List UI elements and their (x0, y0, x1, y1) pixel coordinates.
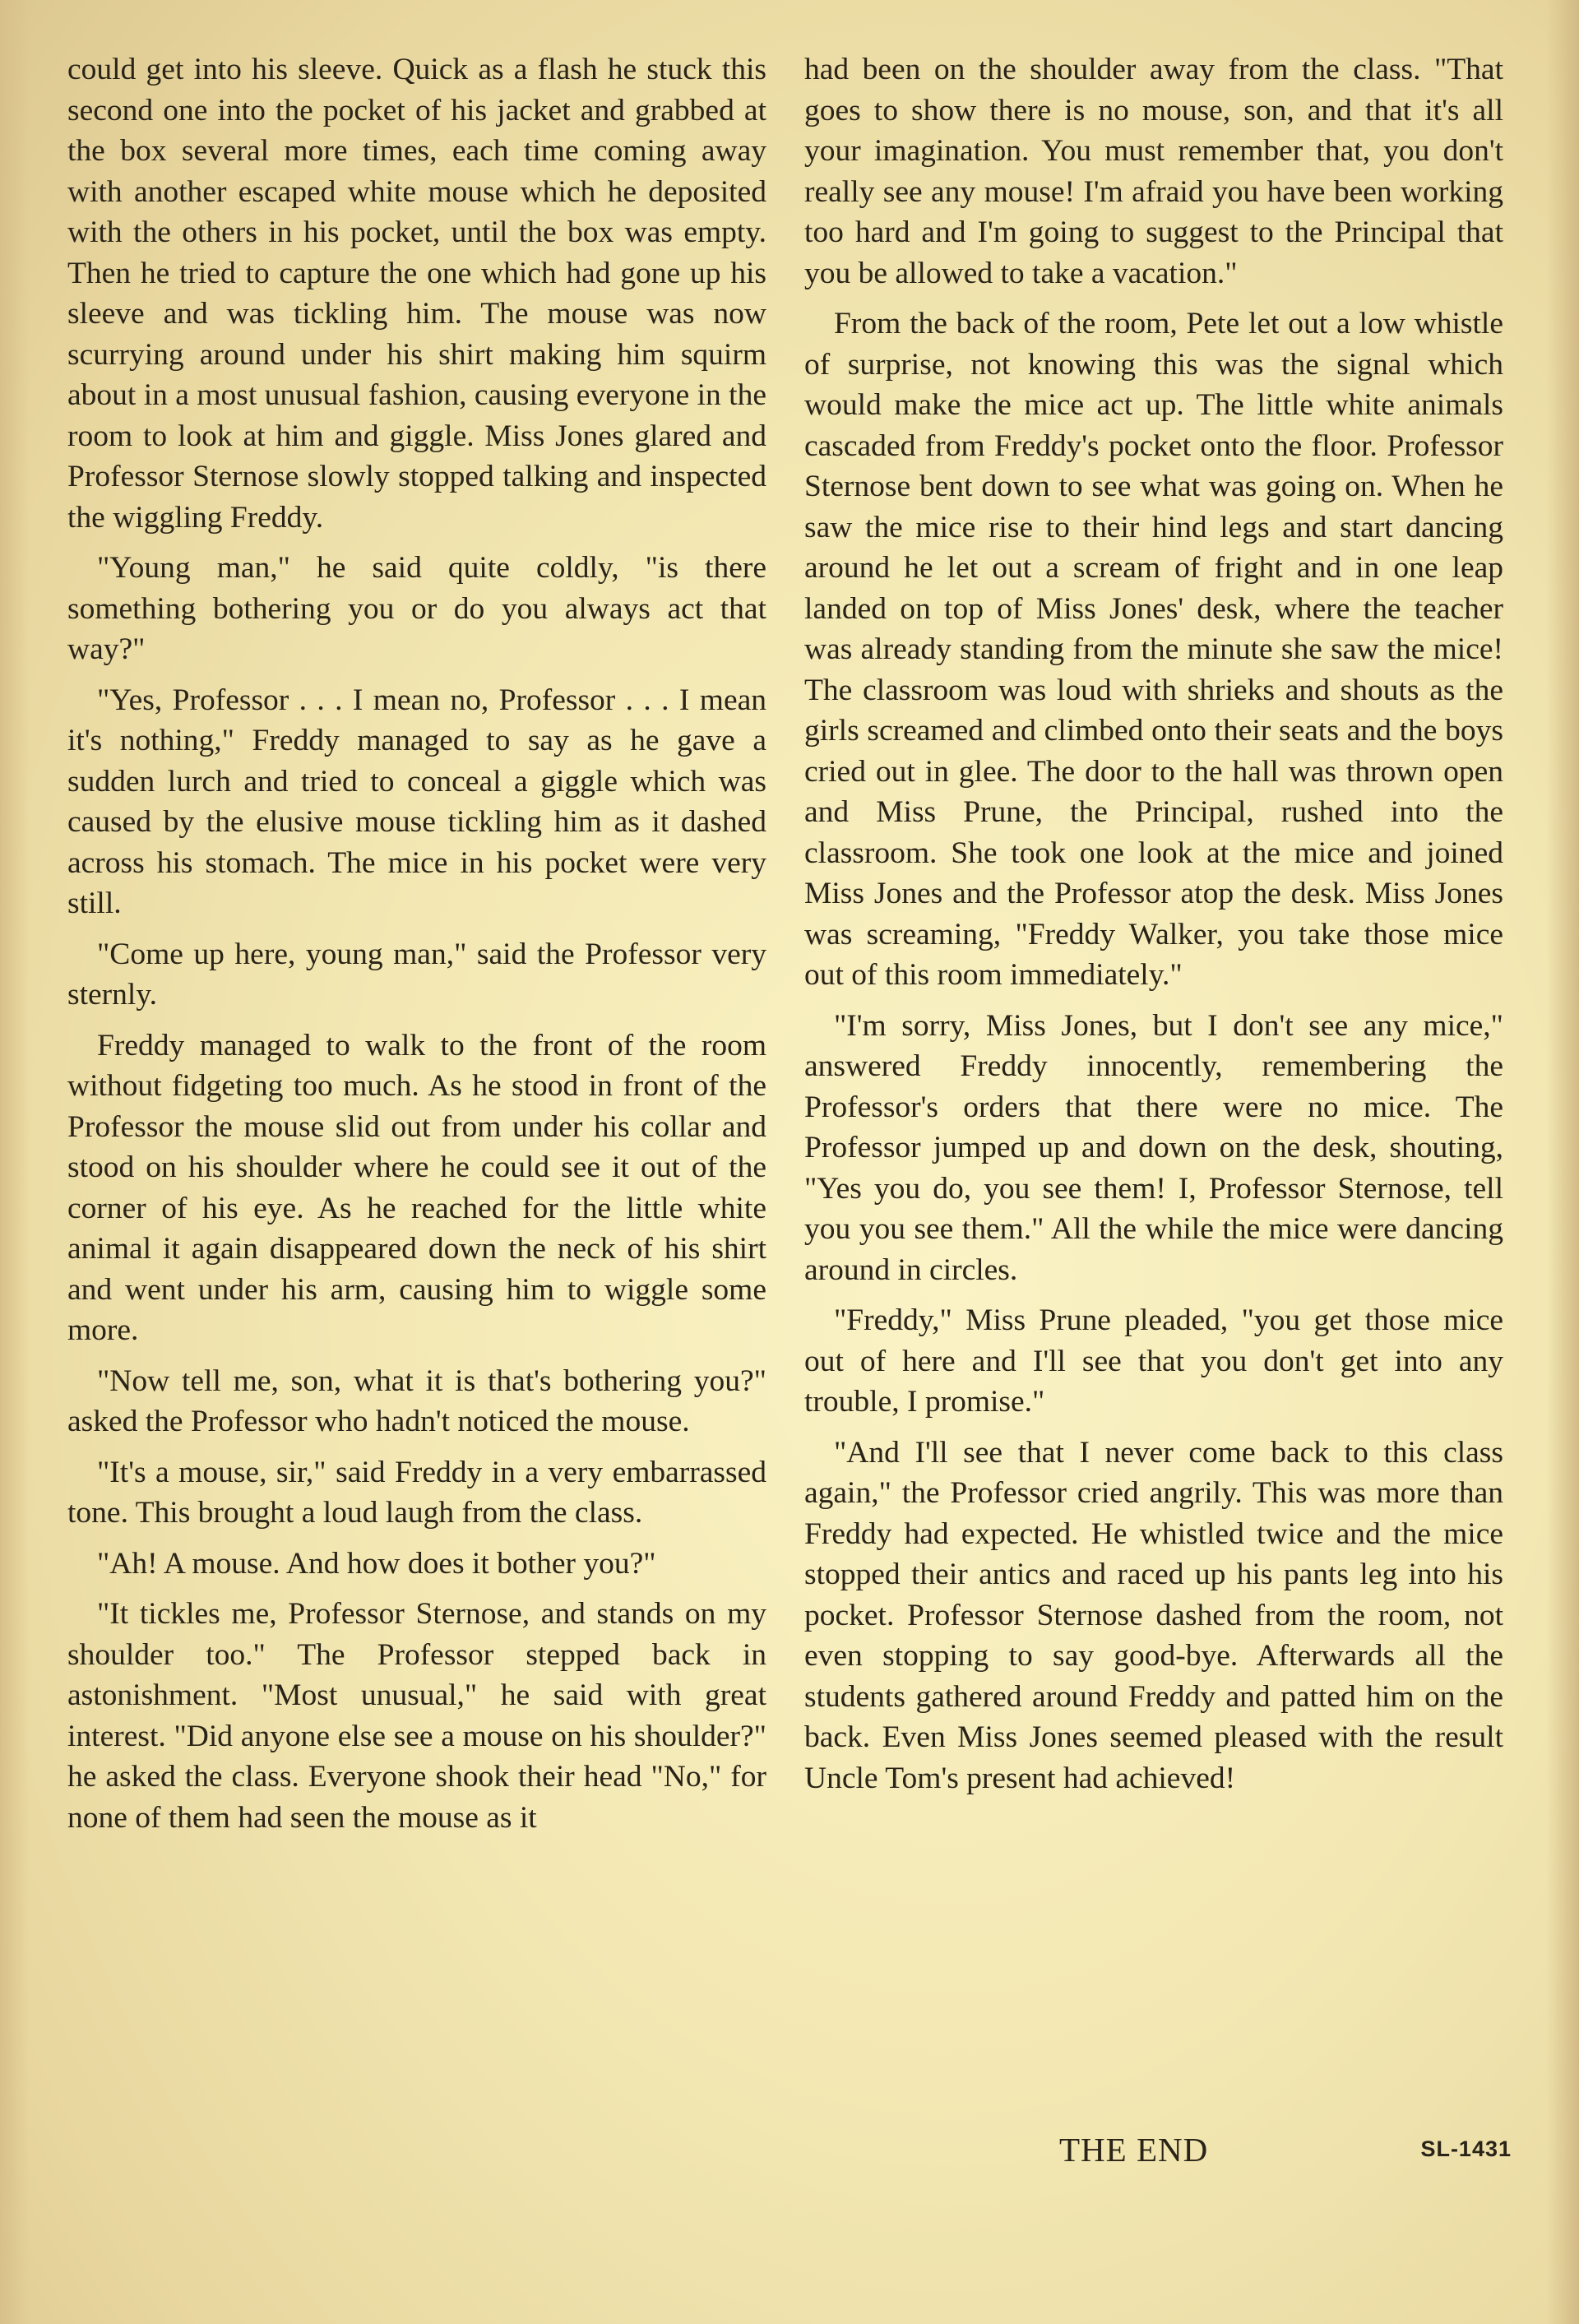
the-end-label: THE END (1059, 2131, 1209, 2169)
right-text-column (804, 49, 1503, 1808)
paragraph: "I'm sorry, Miss Jones, but I don't see any mice," answered Freddy innocently, remembering the Professor's orders that there were no mice. The Professor jumped up and down on the desk, shouting, "Yes you do, you see them! I, Professor Sternose, tell you you see them." All the while the mice were dancing around in circles. (804, 1008, 1503, 1287)
paragraph: could get into his sleeve. Quick as a flash he stuck this second one into the pocket of his jacket and grabbed at the box several more times, each time coming away with another escaped white mouse which he deposited with the others in his pocket, until the box was empty. Then he tried to capture the one which had gone up his sleeve and was tickling him. The mouse was now scurrying around under his shirt making him squirm about in a most unusual fashion, causing everyone in the room to look at him and giggle. Miss Jones glared and Professor Sternose slowly stopped talking and inspected the wiggling Freddy. (67, 53, 766, 535)
paragraph: "Yes, Professor . . . I mean no, Professor . . . I mean it's nothing," Freddy managed to say as he gave a sudden lurch and tried to conceal a giggle which was caused by the elusive mouse tickling him as it dashed across his stomach. The mice in his pocket were very still. (67, 683, 766, 920)
left-text-column (67, 49, 766, 1848)
paragraph: "Now tell me, son, what it is that's bothering you?" asked the Professor who hadn't noticed the mouse. (67, 1363, 766, 1438)
paragraph: "Come up here, young man," said the Professor very sternly. (67, 937, 766, 1012)
paragraph: "It's a mouse, sir," said Freddy in a very embarrassed tone. This brought a loud laugh from the class. (67, 1455, 766, 1530)
paragraph: Freddy managed to walk to the front of the room without fidgeting too much. As he stood in front of the Professor the mouse slid out from under his collar and stood on his shoulder where he could see it out of the corner of his eye. As he reached for the little white animal it again disappeared down the neck of his shirt and went under his arm, causing him to wiggle some more. (67, 1028, 766, 1347)
paragraph: "Young man," he said quite coldly, "is there something bothering you or do you always act that way?" (67, 551, 766, 666)
page-code: SL-1431 (1420, 2137, 1512, 2161)
page-footer (804, 2130, 1512, 2179)
paragraph: "And I'll see that I never come back to this class again," the Professor cried angrily. This was more than Freddy had expected. He whistled twice and the mice stopped their antics and raced up his pants leg into his pocket. Professor Sternose dashed from the room, not even stopping to say good-bye. Afterwards all the students gathered around Freddy and patted him on the back. Even Miss Jones seemed pleased with the result Uncle Tom's present had achieved! (804, 1435, 1503, 1795)
paragraph: "Freddy," Miss Prune pleaded, "you get those mice out of here and I'll see that you don't get into any trouble, I promise." (804, 1303, 1503, 1419)
paragraph: From the back of the room, Pete let out a low whistle of surprise, not knowing this was the signal which would make the mice act up. The little white animals cascaded from Freddy's pocket onto the floor. Professor Sternose bent down to see what was going on. When he saw the mice rise to their hind legs and start dancing around he let out a scream of fright and in one leap landed on top of Miss Jones' desk, where the teacher was already standing from the minute she saw the mice! The classroom was loud with shrieks and shouts as the girls screamed and climbed onto their seats and the boys cried out in glee. The door to the hall was thrown open and Miss Prune, the Principal, rushed into the classroom. She took one look at the mice and joined Miss Jones and the Professor atop the desk. Miss Jones was screaming, "Freddy Walker, you take those mice out of this room immediately." (804, 307, 1503, 992)
paragraph: had been on the shoulder away from the class. "That goes to show there is no mouse, son, and that it's all your imagination. You must remember that, you don't really see any mouse! I'm afraid you have been working too hard and I'm going to suggest to the Principal that you be allowed to take a vacation." (804, 53, 1503, 290)
paragraph: "Ah! A mouse. And how does it bother you?" (97, 1546, 656, 1581)
paragraph: "It tickles me, Professor Sternose, and stands on my shoulder too." The Professor stepped back in astonishment. "Most unusual," he said with great interest. "Did anyone else see a mouse on his shoulder?" he asked the class. Everyone shook their head "No," for none of them had seen the mouse as it (67, 1597, 766, 1835)
